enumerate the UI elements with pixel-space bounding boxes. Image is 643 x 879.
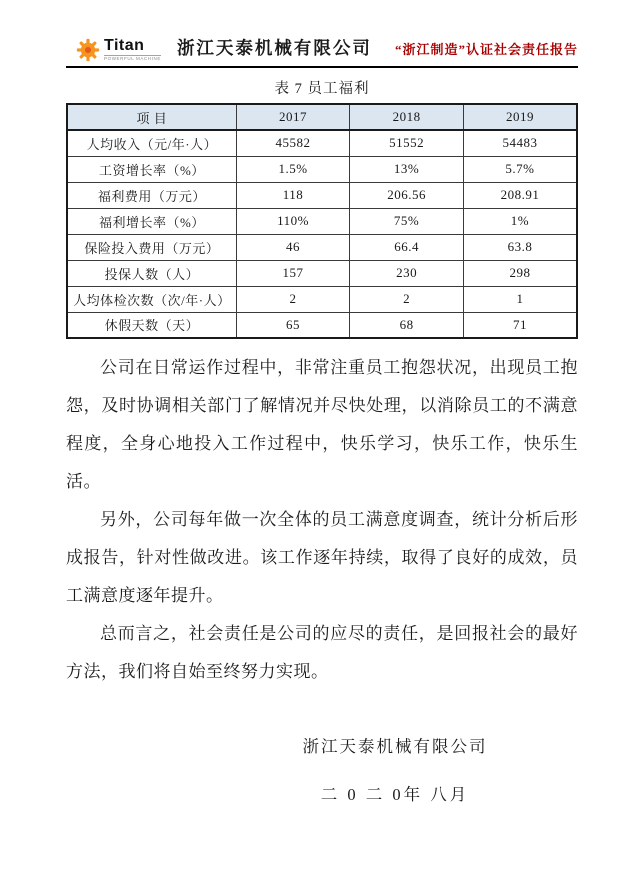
- cell-value: 13%: [350, 156, 464, 182]
- cell-value: 2: [236, 286, 350, 312]
- table-row: [67, 130, 577, 156]
- cell-value: 66.4: [350, 234, 464, 260]
- row-label: 工资增长率（%）: [67, 156, 236, 182]
- paragraph-complaints: 公司在日常运作过程中，非常注重员工抱怨状况，出现员工抱怨，及时协调相关部门了解情况并尽快处理，以消除员工的不满意程度，全身心地投入工作过程中，快乐学习，快乐工作，快乐生活。: [66, 358, 578, 491]
- cell-value: 75%: [350, 208, 464, 234]
- column-header-2019: 2019: [463, 104, 577, 130]
- column-header-item: 项 目: [67, 104, 236, 130]
- table-row: [67, 260, 577, 286]
- cell-value: 206.56: [350, 182, 464, 208]
- table-row: [67, 312, 577, 338]
- logo-tagline: POWERFUL MACHINE: [104, 56, 161, 62]
- cell-value: 51552: [350, 130, 464, 156]
- cell-value: 1%: [463, 208, 577, 234]
- cell-value: 118: [236, 182, 350, 208]
- table-row: [67, 182, 577, 208]
- logo-brand: Titan: [104, 37, 145, 55]
- table-row: [67, 286, 577, 312]
- cell-value: 2: [350, 286, 464, 312]
- table-row: [67, 234, 577, 260]
- paragraph-conclusion: 总而言之，社会责任是公司的应尽的责任，是回报社会的最好方法，我们将自始至终努力实现。: [66, 624, 578, 681]
- signature-block: [260, 733, 530, 805]
- row-label: 保险投入费用（万元）: [67, 234, 236, 260]
- paragraph-survey: 另外，公司每年做一次全体的员工满意度调查，统计分析后形成报告，针对性做改进。该工作逐年持续，取得了良好的成效，员工满意度逐年提升。: [66, 510, 578, 605]
- row-label: 人均体检次数（次/年·人）: [67, 286, 236, 312]
- cell-value: 208.91: [463, 182, 577, 208]
- cell-value: 68: [350, 312, 464, 338]
- signature-date: 二 0 二 0年 八月: [320, 785, 470, 804]
- table-row: [67, 208, 577, 234]
- body-text: [66, 349, 578, 691]
- cell-value: 157: [236, 260, 350, 286]
- cell-value: 63.8: [463, 234, 577, 260]
- cell-value: 1: [463, 286, 577, 312]
- cell-value: 110%: [236, 208, 350, 234]
- page-content: [66, 0, 578, 805]
- cell-value: 46: [236, 234, 350, 260]
- cell-value: 71: [463, 312, 577, 338]
- cell-value: 54483: [463, 130, 577, 156]
- cell-value: 1.5%: [236, 156, 350, 182]
- cell-value: 5.7%: [463, 156, 577, 182]
- cell-value: 65: [236, 312, 350, 338]
- row-label: 福利增长率（%）: [67, 208, 236, 234]
- page-header: [66, 0, 578, 62]
- company-logo: [76, 38, 161, 62]
- row-label: 休假天数（天）: [67, 312, 236, 338]
- row-label: 投保人数（人）: [67, 260, 236, 286]
- employee-welfare-table: [66, 103, 578, 339]
- cell-value: 298: [463, 260, 577, 286]
- logo-text: [104, 38, 161, 62]
- row-label: 福利费用（万元）: [67, 182, 236, 208]
- row-label: 人均收入（元/年·人）: [67, 130, 236, 156]
- cell-value: 45582: [236, 130, 350, 156]
- signature-company: 浙江天泰机械有限公司: [302, 737, 488, 756]
- company-name: 浙江天泰机械有限公司: [176, 38, 372, 58]
- table-caption: 表 7 员工福利: [274, 81, 370, 97]
- column-header-2017: 2017: [236, 104, 350, 130]
- column-header-2018: 2018: [350, 104, 464, 130]
- table-header-row: [67, 104, 577, 130]
- table-row: [67, 156, 577, 182]
- cell-value: 230: [350, 260, 464, 286]
- header-divider: [66, 66, 578, 68]
- report-title: “浙江制造”认证社会责任报告: [394, 42, 578, 57]
- gear-icon: [76, 38, 100, 62]
